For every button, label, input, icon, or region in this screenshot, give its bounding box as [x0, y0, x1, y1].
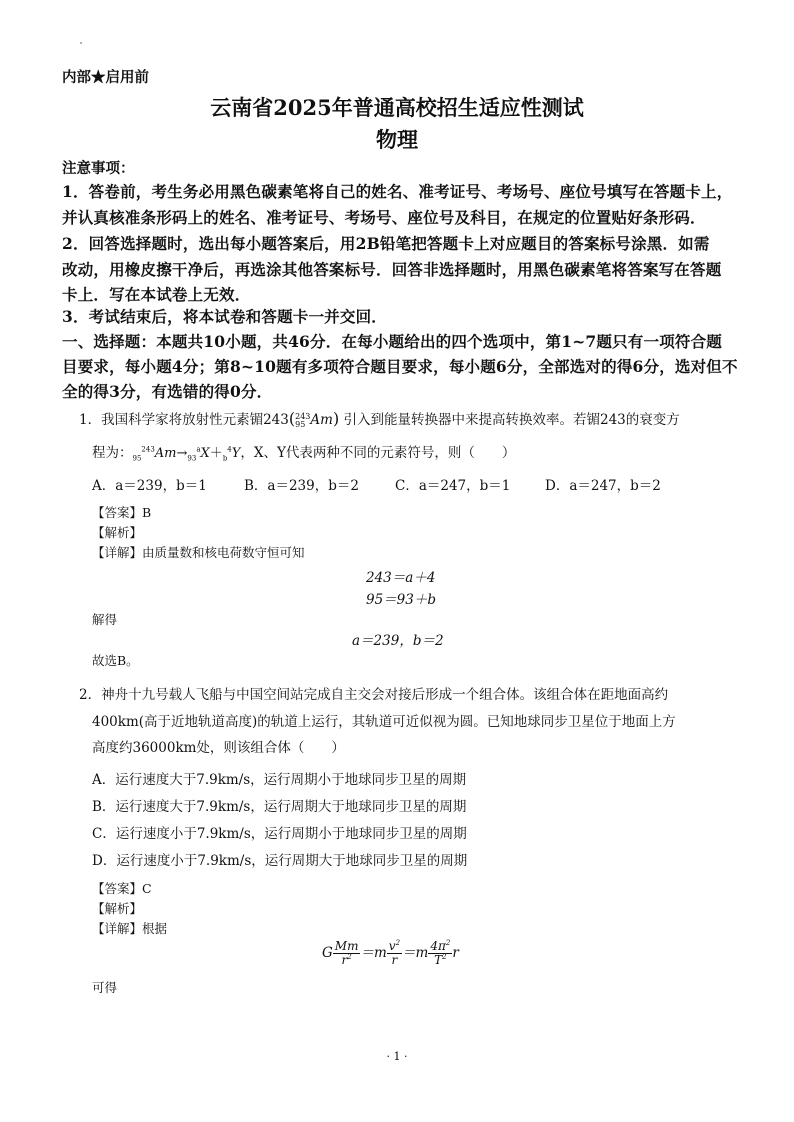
notice-line: 1．答卷前，考生务必用黑色碳素笔将自己的姓名、准考证号、考场号、座位号填写在答题卡上， — [62, 182, 733, 201]
q1-stem-line1: 1．我国科学家将放射性元素镅243( 243 95 Am) 引入到能量转换器中来提高转换效率。若镅243的衰变方 — [79, 409, 680, 429]
page-number: · 1 · — [386, 1050, 408, 1063]
q2-option-b: B．运行速度大于7.9km/s，运行周期大于地球同步卫星的周期 — [92, 799, 467, 815]
exam-title: 云南省2025年普通高校招生适应性测试 — [210, 95, 584, 120]
notice-line: 并认真核准条形码上的姓名、准考证号、考场号、座位号及科目，在规定的位置贴好条形码． — [62, 208, 706, 227]
q2-stem-line: 400km(高于近地轨道高度)的轨道上运行，其轨道可近似视为圆。已知地球同步卫星位于地面上方 — [92, 714, 676, 730]
q2-option-c: C．运行速度小于7.9km/s，运行周期小于地球同步卫星的周期 — [92, 826, 467, 842]
q1-conclusion: 故选B。 — [92, 653, 139, 668]
notice-line: 卡上．写在本试卷上无效． — [62, 285, 251, 304]
q1-option-a: A．a＝239，b＝1 — [92, 478, 207, 494]
q1-equation-1: 243＝a＋4 — [366, 570, 436, 586]
notice-heading: 注意事项： — [62, 160, 135, 177]
section-heading-line: 全的得3分，有选错的得0分． — [62, 382, 273, 401]
q1-analysis-label: 【解析】 — [92, 525, 143, 540]
notice-line: 改动，用橡皮擦干净后，再选涂其他答案标号．回答非选择题时，用黑色碳素笔将答案写在答题 — [62, 260, 722, 279]
q1-option-c: C．a＝247，b＝1 — [395, 478, 511, 494]
q1-option-b: B．a＝239，b＝2 — [244, 478, 359, 494]
q2-option-d: D．运行速度小于7.9km/s，运行周期大于地球同步卫星的周期 — [92, 853, 468, 869]
secret-mark: 内部★启用前 — [62, 69, 149, 86]
q1-stem-line2: 程为：$_{95}^{243}Am\to_{93}^aX+_b^4Y$，X、Y代表两种不同的元素符号，则（ ） — [92, 445, 516, 463]
q2-gravitation-equation: G $\frac{Mm}{r^2}$ ＝m $\frac{v^2}{r}$ ＝m $\frac{4\pi^2}{T^2}$ r — [322, 939, 459, 968]
exam-subject: 物理 — [376, 127, 418, 152]
section-heading-line: 一、选择题：本题共10小题，共46分．在每小题给出的四个选项中，第1~7题只有一项符合题 — [62, 332, 722, 351]
q2-can-get-label: 可得 — [92, 980, 118, 995]
q2-analysis-label: 【解析】 — [92, 901, 143, 916]
section-heading-line: 目要求，每小题4分；第8~10题有多项符合题目要求，每小题6分，全部选对的得6分，选对但不 — [62, 357, 738, 376]
q1-solve-label: 解得 — [92, 612, 118, 627]
q2-detail: 【详解】根据 — [92, 921, 168, 936]
q1-equation-2: 95＝93＋b — [366, 592, 436, 608]
scan-dot — [80, 42, 82, 44]
q2-option-a: A．运行速度大于7.9km/s，运行周期小于地球同步卫星的周期 — [92, 772, 467, 788]
q2-stem-line: 高度约36000km处，则该组合体（ ） — [92, 740, 345, 756]
q1-detail: 【详解】由质量数和核电荷数守恒可知 — [92, 545, 305, 560]
notice-line: 2．回答选择题时，选出每小题答案后，用2B铅笔把答题卡上对应题目的答案标号涂黑．如需 — [62, 234, 710, 253]
q2-answer: 【答案】C — [92, 881, 152, 896]
q1-result: a＝239，b＝2 — [352, 633, 444, 649]
notice-line: 3．考试结束后，将本试卷和答题卡一并交回． — [62, 307, 387, 326]
q1-answer: 【答案】B — [92, 505, 152, 520]
q1-option-d: D．a＝247，b＝2 — [545, 478, 661, 494]
q2-stem-line: 2．神舟十九号载人飞船与中国空间站完成自主交会对接后形成一个组合体。该组合体在距地面高约 — [79, 687, 669, 703]
